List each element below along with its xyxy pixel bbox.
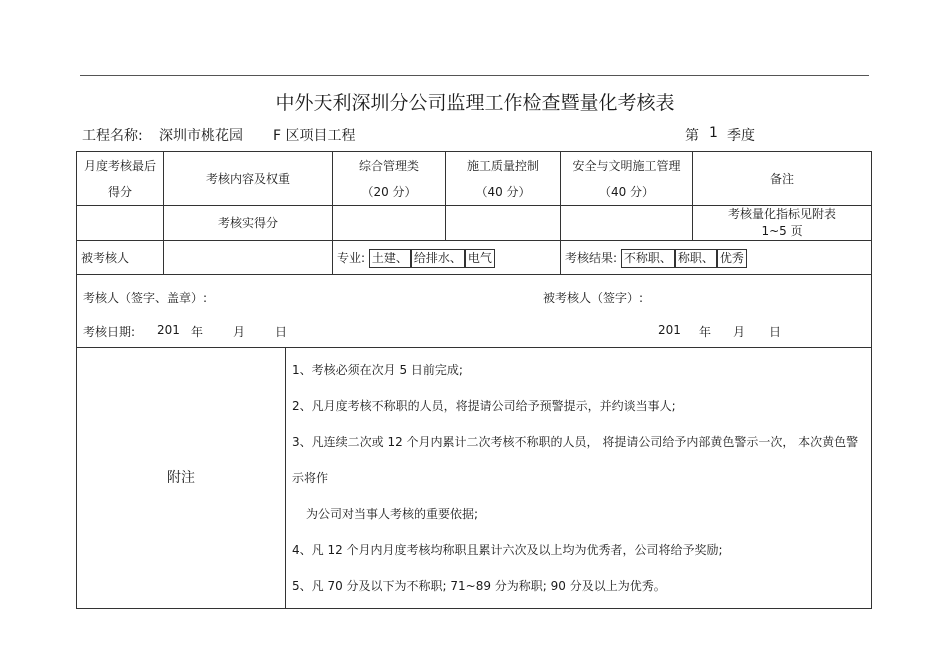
note-item: 为公司对当事人考核的重要依据;	[306, 507, 479, 521]
table-row	[77, 275, 872, 348]
assessee-signature-label: 被考核人（签字）:	[543, 291, 644, 305]
assessor-signature-label: 考核人（签字、盖章）:	[83, 291, 208, 305]
table-row	[77, 152, 872, 206]
table-row	[77, 206, 872, 241]
notes-label: 附注	[77, 348, 286, 609]
table-row	[77, 348, 872, 609]
category-points: （20 分）	[361, 184, 417, 199]
date-year-left: 201	[157, 323, 180, 337]
monthly-score-header: 月度考核最后得分	[77, 152, 164, 206]
content-weight-header: 考核内容及权重	[164, 152, 333, 206]
remark-line: 1~5 页	[761, 224, 803, 238]
assessee-label: 被考核人	[77, 241, 164, 275]
category-points: （40 分）	[598, 184, 655, 199]
note-item: 4、凡 12 个月内月度考核均称职且累计六次及以上均为优秀者，公司将给予奖励;	[292, 543, 723, 557]
score-general-management-cell[interactable]	[333, 206, 446, 241]
period-suffix: 季度	[727, 128, 755, 144]
major-cell	[333, 241, 561, 275]
project-zone: F 区项目工程	[273, 128, 356, 144]
note-item: 5、凡 70 分及以下为不称职; 71~89 分为称职; 90 分及以上为优秀。	[292, 579, 666, 593]
project-label: 工程名称:	[82, 128, 143, 144]
notes-content	[286, 348, 872, 609]
result-option-qualified[interactable]: 称职、	[675, 249, 717, 268]
assessment-table	[76, 151, 871, 593]
signature-section	[77, 275, 872, 348]
major-option-electrical[interactable]: 电气	[465, 249, 495, 268]
document-title: 中外天利深圳分公司监理工作检查暨量化考核表	[275, 92, 675, 114]
category-name: 综合管理类	[359, 158, 420, 173]
month-unit-right: 月	[733, 325, 746, 339]
major-option-civil[interactable]: 土建、	[369, 249, 411, 268]
day-unit-left: 日	[275, 325, 288, 339]
category-name: 安全与文明施工管理	[572, 158, 681, 173]
final-score-cell[interactable]	[77, 206, 164, 241]
result-cell	[561, 241, 872, 275]
result-label: 考核结果:	[565, 250, 618, 265]
table-row	[77, 241, 872, 275]
score-safety-management-cell[interactable]	[561, 206, 693, 241]
year-unit-right: 年	[699, 325, 712, 339]
period-prefix: 第	[685, 128, 699, 144]
remarks-header: 备注	[693, 152, 872, 206]
result-option-excellent[interactable]: 优秀	[717, 249, 747, 268]
category-name: 施工质量控制	[467, 158, 540, 173]
date-year-right: 201	[658, 323, 681, 337]
score-quality-control-cell[interactable]	[446, 206, 561, 241]
month-unit-left: 月	[233, 325, 246, 339]
category-points: （40 分）	[475, 184, 531, 199]
score-remarks	[693, 206, 872, 241]
result-option-unqualified[interactable]: 不称职、	[621, 249, 675, 268]
project-name: 深圳市桃花园	[159, 128, 243, 144]
category-quality-control	[446, 152, 561, 206]
category-general-management	[333, 152, 446, 206]
major-option-plumbing[interactable]: 给排水、	[411, 249, 465, 268]
note-item: 2、凡月度考核不称职的人员，将提请公司给予预警提示，并约谈当事人;	[292, 399, 676, 413]
note-item: 3、凡连续二次或 12 个月内累计二次考核不称职的人员， 将提请公司给予内部黄色警示一次， 本次黄色警示将作	[292, 435, 859, 485]
year-unit-left: 年	[191, 325, 204, 339]
actual-score-label: 考核实得分	[164, 206, 333, 241]
top-rule	[80, 75, 869, 76]
remark-line: 考核量化指标见附表	[728, 207, 837, 221]
major-label: 专业:	[337, 250, 366, 265]
category-safety-management	[561, 152, 693, 206]
date-label: 考核日期:	[83, 325, 136, 339]
assessee-name-cell[interactable]	[164, 241, 333, 275]
note-item: 1、考核必须在次月 5 日前完成;	[292, 363, 463, 377]
day-unit-right: 日	[769, 325, 782, 339]
period-number: 1	[709, 125, 718, 141]
